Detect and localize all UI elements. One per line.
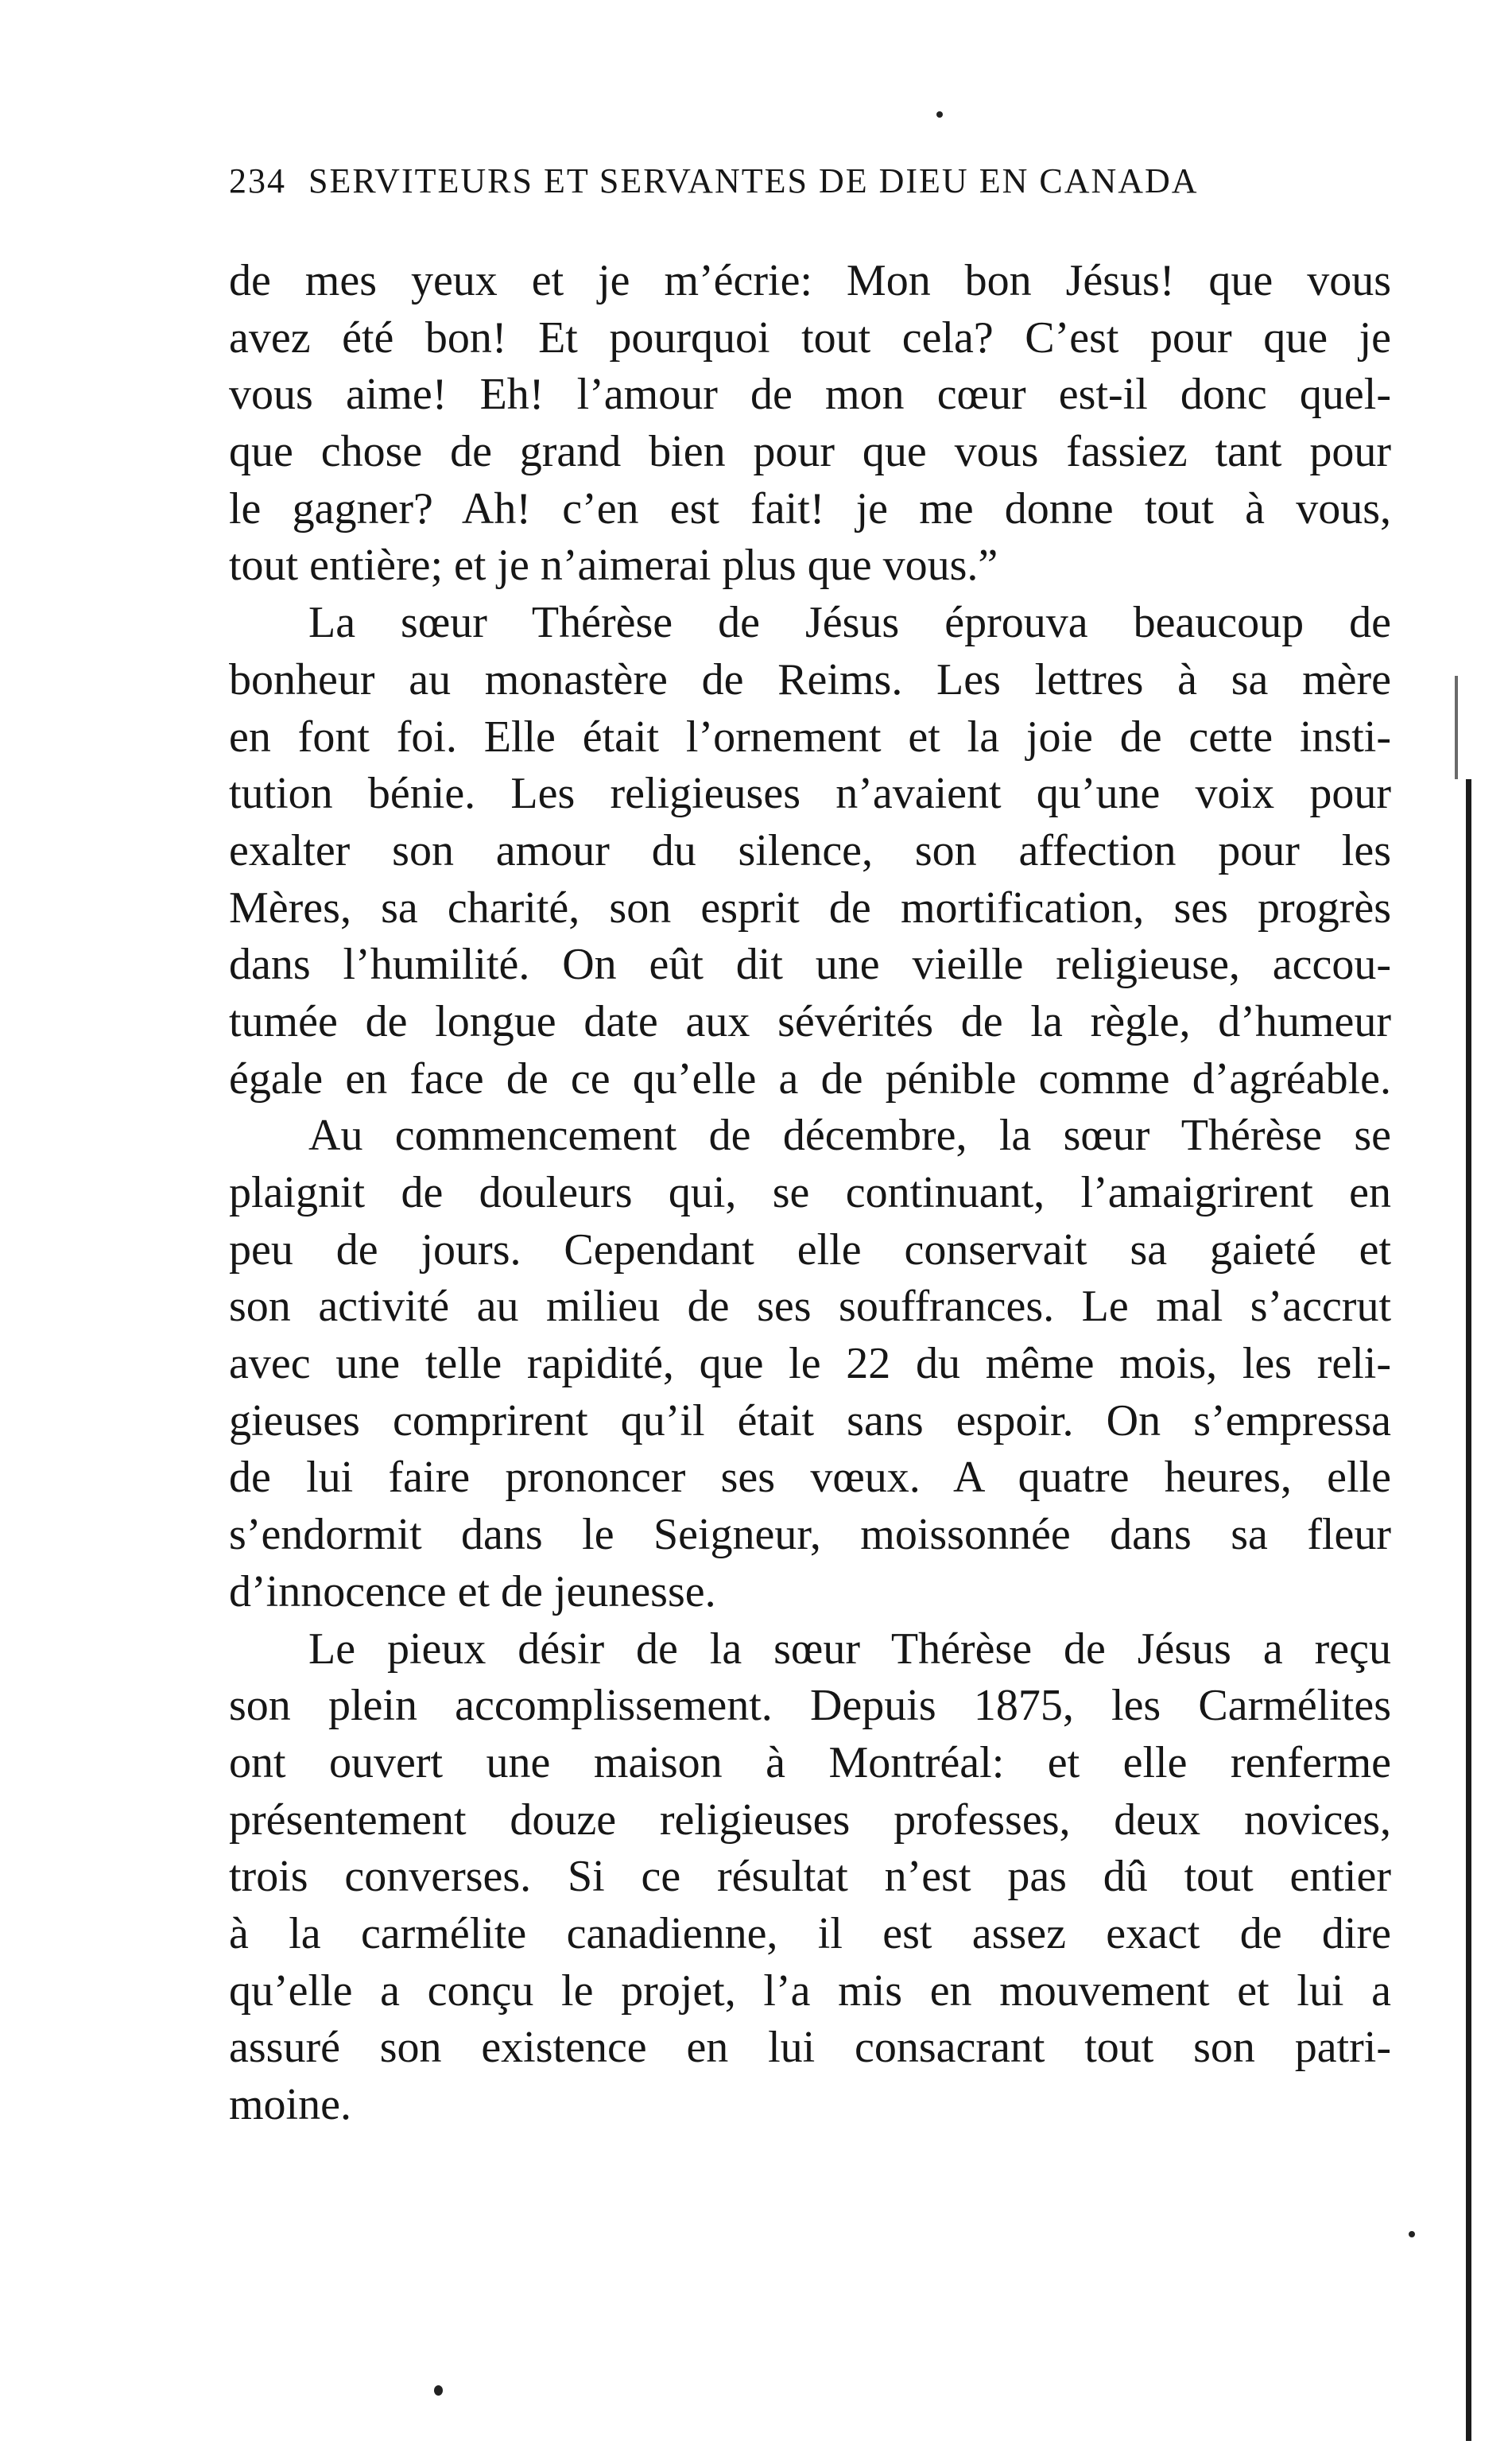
text-line: peu de jours. Cependant elle conservait sa gaieté et (229, 1224, 1391, 1275)
paragraph-start-line: Au commencement de décembre, la sœur Thérèse se (308, 1111, 1391, 1161)
page-edge-shadow (1455, 676, 1458, 779)
text-line: son activité au milieu de ses souffrances. Le mal s’accrut (229, 1282, 1391, 1332)
text-line: tution bénie. Les religieuses n’avaient qu’une voix pour (229, 769, 1391, 819)
text-line: assuré son existence en lui consacrant tout son patri- (229, 2023, 1391, 2073)
paragraph-start-line: La sœur Thérèse de Jésus éprouva beaucoup de (308, 598, 1391, 648)
text-line: présentement douze religieuses professes, deux novices, (229, 1795, 1391, 1845)
text-line: dans l’humilité. On eût dit une vieille religieuse, accou- (229, 940, 1391, 990)
text-line: que chose de grand bien pour que vous fassiez tant pour (229, 427, 1391, 477)
text-line: trois converses. Si ce résultat n’est pas dû tout entier (229, 1852, 1391, 1902)
text-line: s’endormit dans le Seigneur, moissonnée dans sa fleur (229, 1510, 1391, 1560)
text-line: gieuses comprirent qu’il était sans espoir. On s’empressa (229, 1395, 1391, 1445)
text-line: d’innocence et de jeunesse. (229, 1566, 716, 1616)
text-line: moine. (229, 2080, 351, 2129)
text-line: en font foi. Elle était l’ornement et la joie de cette insti- (229, 712, 1391, 762)
text-line: tumée de longue date aux sévérités de la règle, d’humeur (229, 996, 1391, 1046)
text-line: Mères, sa charité, son esprit de mortification, ses progrès (229, 883, 1391, 933)
scan-speck (936, 111, 943, 118)
scan-speck (1409, 2231, 1415, 2237)
running-header (229, 161, 1335, 201)
body-text (229, 253, 1391, 2134)
text-line: avez été bon! Et pourquoi tout cela? C’est pour que je (229, 312, 1391, 363)
running-title: SERVITEURS ET SERVANTES DE DIEU EN CANADA (308, 161, 1199, 200)
text-line: de lui faire prononcer ses vœux. A quatre heures, elle (229, 1453, 1391, 1503)
text-line: plaignit de douleurs qui, se continuant, l’amaigrirent en (229, 1168, 1391, 1217)
text-line: bonheur au monastère de Reims. Les lettres à sa mère (229, 654, 1391, 704)
text-line: exalter son amour du silence, son affection pour les (229, 825, 1391, 875)
text-line: vous aime! Eh! l’amour de mon cœur est-il donc quel- (229, 370, 1391, 420)
text-line: qu’elle a conçu le projet, l’a mis en mouvement et lui a (229, 1965, 1391, 2016)
text-line: avec une telle rapidité, que le 22 du même mois, les reli- (229, 1339, 1391, 1389)
paragraph-start-line: Le pieux désir de la sœur Thérèse de Jésus a reçu (308, 1624, 1391, 1674)
text-line: son plein accomplissement. Depuis 1875, les Carmélites (229, 1681, 1391, 1731)
text-line: ont ouvert une maison à Montréal: et elle renferme (229, 1737, 1391, 1787)
page-number: 234 (229, 161, 286, 200)
text-line: à la carmélite canadienne, il est assez exact de dire (229, 1908, 1391, 1958)
scan-speck (434, 2385, 443, 2396)
text-line: égale en face de ce qu’elle a de pénible comme d’agréable. (229, 1054, 1391, 1104)
text-line: de mes yeux et je m’écrie: Mon bon Jésus! que vous (229, 256, 1391, 305)
page-edge-binding (1466, 779, 1471, 2441)
text-line: le gagner? Ah! c’en est fait! je me donne tout à vous, (229, 483, 1391, 534)
text-line: tout entière; et je n’aimerai plus que vous.” (229, 541, 998, 591)
